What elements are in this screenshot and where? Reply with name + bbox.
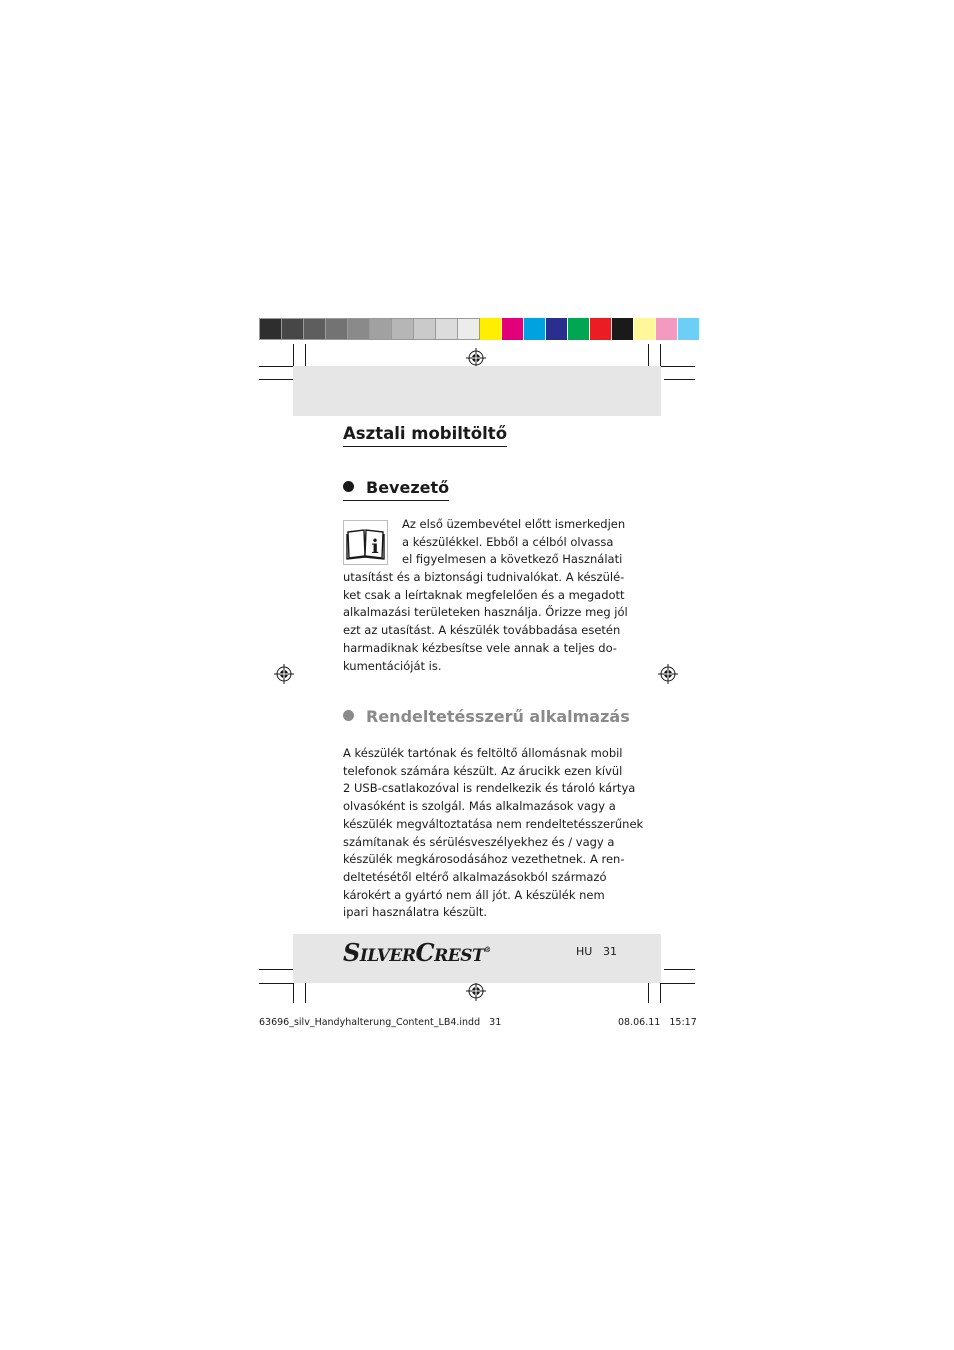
crop-mark: [293, 983, 294, 1003]
crop-mark: [305, 344, 306, 366]
registration-mark-icon: [274, 664, 294, 684]
gray-swatch: [369, 318, 391, 340]
text-line: ket csak a leírtaknak megfelelően és a megadott: [343, 587, 625, 602]
text-line: károkért a gyártó nem áll jót. A készülék nem: [343, 887, 605, 902]
svg-text:i: i: [371, 536, 379, 558]
section-heading-intro: [343, 478, 449, 501]
section-heading-label: Rendeltetésszerű alkalmazás: [366, 707, 630, 726]
text-line: a készülékkel. Ebből a célból olvassa: [402, 534, 614, 549]
language-code: HU: [576, 945, 593, 958]
intended-use-paragraph: [343, 745, 643, 922]
color-swatch: [502, 318, 524, 340]
color-swatch: [590, 318, 612, 340]
text-line: deltetésétől eltérő alkalmazásokból származó: [343, 869, 607, 884]
text-line: Az első üzembevétel előtt ismerkedjen: [402, 517, 626, 531]
crop-mark: [259, 379, 296, 380]
color-calibration-bar: [480, 318, 700, 340]
gray-swatch: [435, 318, 457, 340]
crop-mark: [664, 969, 695, 970]
registration-mark-icon: [466, 348, 486, 368]
text-line: 2 USB-csatlakozóval is rendelkezik és tároló kártya: [343, 781, 636, 796]
crop-mark: [259, 983, 293, 984]
file-slug: 63696_silv_Handyhalterung_Content_LB4.indd 31: [259, 1017, 502, 1028]
crop-mark: [305, 983, 306, 1003]
crop-mark: [259, 969, 296, 970]
grayscale-calibration-bar: [259, 318, 502, 340]
page-title: Asztali mobiltöltő: [343, 424, 507, 447]
crop-mark: [660, 983, 661, 1003]
date-slug: 08.06.11 15:17: [618, 1017, 697, 1028]
crop-mark: [660, 344, 661, 366]
crop-mark: [648, 344, 649, 366]
crop-mark: [293, 344, 294, 366]
text-line: ipari használatra készült.: [343, 905, 488, 920]
text-line: utasítást és a biztonsági tudnivalókat. A készülé-: [343, 570, 625, 584]
color-swatch: [612, 318, 634, 340]
color-swatch: [480, 318, 502, 340]
registration-mark-icon: [658, 664, 678, 684]
info-book-icon: [343, 520, 388, 565]
gray-swatch: [303, 318, 325, 340]
page-number: 31: [603, 945, 617, 958]
color-swatch: [656, 318, 678, 340]
color-swatch: [546, 318, 568, 340]
text-line: A készülék tartónak és feltöltő állomásnak mobil: [343, 746, 623, 760]
gray-swatch: [347, 318, 369, 340]
color-swatch: [678, 318, 700, 340]
gray-swatch: [457, 318, 479, 340]
text-line: készülék megváltoztatása nem rendeltetésszerűnek: [343, 816, 644, 831]
section-heading-intended-use: [343, 707, 630, 729]
gray-swatch: [391, 318, 413, 340]
color-swatch: [524, 318, 546, 340]
brand-logo: SILVERCREST®: [343, 938, 491, 967]
header-band: [293, 366, 661, 416]
text-line: készülék megkárosodásához vezethetnek. A ren-: [343, 852, 625, 867]
gray-swatch: [413, 318, 435, 340]
intro-paragraph: [343, 569, 628, 675]
text-line: kumentációját is.: [343, 658, 442, 673]
text-line: el figyelmesen a következő Használati: [402, 552, 623, 567]
intro-paragraph-indented: [402, 516, 625, 569]
gray-swatch: [325, 318, 347, 340]
gray-swatch: [281, 318, 303, 340]
bullet-icon: [343, 481, 354, 492]
text-line: harmadiknak kézbesítse vele annak a teljes do-: [343, 640, 617, 655]
text-line: alkalmazási területeken használja. Őrizze meg jól: [343, 605, 628, 620]
color-swatch: [568, 318, 590, 340]
text-line: számítanak és sérülésveszélyekhez és / vagy a: [343, 834, 615, 849]
crop-mark: [661, 983, 695, 984]
crop-mark: [664, 379, 695, 380]
section-heading-label: Bevezető: [366, 478, 450, 497]
color-swatch: [634, 318, 656, 340]
crop-mark: [648, 983, 649, 1003]
text-line: olvasóként is szolgál. Más alkalmazások vagy a: [343, 799, 616, 814]
text-line: ezt az utasítást. A készülék továbbadása esetén: [343, 623, 621, 638]
crop-mark: [259, 366, 293, 367]
text-line: telefonok számára készült. Az árucikk ezen kívül: [343, 763, 623, 778]
registration-mark-icon: [466, 981, 486, 1001]
bullet-icon: [343, 710, 354, 721]
gray-swatch: [259, 318, 281, 340]
crop-mark: [661, 366, 695, 367]
